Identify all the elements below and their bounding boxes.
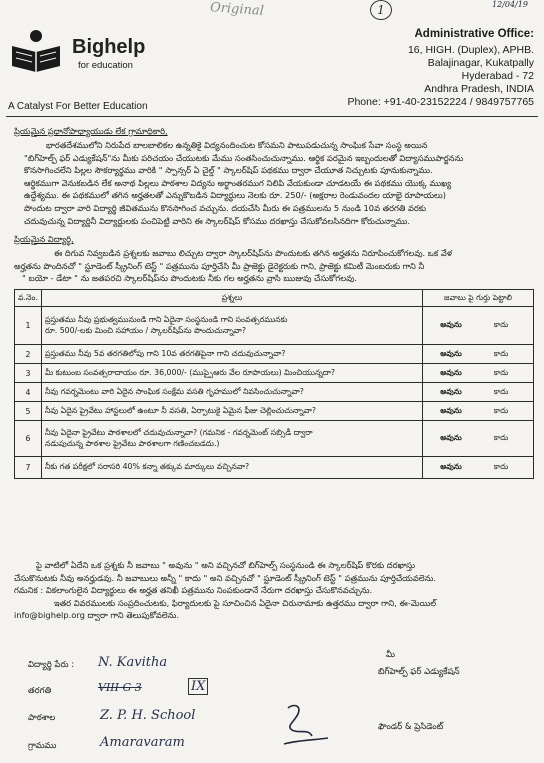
paragraph-1: [24, 139, 536, 227]
text-line: ఇతర వివరములకు సంప్రదించుటకు, ఫిర్యాదులకు పై సూచించిన ఏదైనా చిరునామాకు ఉత్తరము ద్వారా గాని, ఈ-మెయిల్: [54, 597, 437, 608]
question-cell: నీకు గత పరీక్షలో సరాసరి 40% కన్నా తక్కువ మార్కులు వచ్చినవా?: [41, 457, 422, 479]
answer-yes[interactable]: అవును: [440, 405, 462, 415]
office-title: Administrative Office:: [414, 28, 534, 40]
answer-no[interactable]: కాదు: [493, 433, 509, 442]
answer-yes[interactable]: అవును: [440, 433, 462, 442]
brand-sub: for education: [78, 60, 133, 71]
text-line: చదువుచున్న విద్యార్థినీ విద్యార్థులకు పంచిపెట్టి వారిని ఈ స్కాలర్‌షిప్ కోసము దరఖాస్తు చేసుకోవలసినదిగా కోరుచున్నాము.: [24, 215, 411, 226]
table-row: [15, 307, 534, 345]
tagline: A Catalyst For Better Education: [8, 101, 148, 112]
closing-org: బిగ్‌హెల్ప్ ఫర్ ఎడ్యుకేషన్: [378, 667, 460, 677]
question-line: ప్రస్తుతము నీవు ప్రభుత్వమునుండి గాని ఏదైనా సంస్థనుండి గాని సంవత్సరమునకు: [44, 314, 288, 324]
paragraph-2: [14, 247, 536, 285]
village-label: గ్రామము: [28, 741, 57, 751]
row-number: 7: [15, 457, 42, 479]
text-line: " బయో - డేటా " ను జతపరచి స్కాలర్‌షిప్‌ను పొందుటకు నీకు గల అర్హతను వ్రాసి ఋజువు చేసుకోగలవు.: [22, 273, 358, 284]
closing-yours: మీ: [386, 650, 395, 660]
text-line: ఆర్థికముగా వెనుకబడిన లేక అనాథ పిల్లలు పాఠశాల విద్యను అర్థాంతరముగ నిలిపి వేయకుండా చూడటయే ఈ పథకము యొక్క ముఖ్య: [24, 177, 452, 188]
answer-yes[interactable]: అవును: [440, 348, 462, 358]
question-line: నడుపుచున్న పాఠశాల ప్రైవేటు పాఠశాలగా గణించబడదు.): [44, 438, 220, 448]
village-value[interactable]: Amaravaram: [100, 735, 185, 750]
office-line: 16, HIGH. (Duplex), APHB.: [407, 44, 534, 56]
question-cell: [41, 307, 422, 345]
row-number: 6: [15, 421, 42, 457]
answer-no[interactable]: కాదు: [493, 462, 509, 471]
answer-cell[interactable]: [423, 402, 534, 421]
table-row: [15, 364, 534, 383]
office-phone: Phone: +91-40-23152224 / 9849757765: [347, 96, 534, 108]
page-number-text: 1: [377, 3, 385, 17]
question-line: నీవు ఏదైనా ప్రైవేటు పాఠశాలలో చదువుచున్నావా? (గమనిక - గవర్నమెంట్ సబ్సిడీ ద్వారా: [44, 427, 313, 437]
answer-cell[interactable]: [423, 364, 534, 383]
answer-yes[interactable]: అవును: [440, 320, 462, 329]
table-row: [15, 383, 534, 402]
answer-no[interactable]: కాదు: [493, 320, 509, 329]
question-cell: [41, 421, 422, 457]
signature: [278, 700, 332, 748]
salutation: ప్రియమైన ప్రధానోపాధ్యాయుడు లేక గ్రామాధికారి,: [14, 126, 168, 136]
answer-cell[interactable]: [423, 421, 534, 457]
question-cell: నీవు గవర్నమెంటు వారి ఏదైన సాంఘిక సంక్షేమ వసతి గృహములో నివసించుచున్నావా?: [41, 383, 422, 402]
answer-no[interactable]: కాదు: [493, 348, 509, 358]
answer-yes[interactable]: అవును: [440, 367, 462, 377]
text-line: అర్హతను పొందినచో " స్టూడెంట్ స్క్రీనింగ్ టెస్ట్ " పత్రమును పూర్తిచేసి మీ ప్రాజెక్టు డైరెక్టరుకు గాని, ప్రాజెక్టు కమిటీ మెంబరుకు గాని నీ: [14, 260, 425, 271]
answer-no[interactable]: కాదు: [493, 405, 509, 415]
class-label: తరగతి: [28, 686, 52, 696]
date-handwritten: 12/04/19: [492, 0, 528, 9]
text-line: కొనసాగించలేని పిల్లల సౌకర్యార్థము వారికి " స్పాన్సర్ ఏ చైల్డ్ " స్కాలర్‌షిప్ పథకము ద్వారా చేయూత నిచ్చుటకు పూనుకున్నాము.: [24, 165, 433, 176]
column-header-no: వ.నెం.: [15, 290, 42, 307]
table-header-row: [15, 290, 534, 307]
footer-notes: [14, 559, 536, 622]
answer-cell[interactable]: [423, 383, 534, 402]
answer-no[interactable]: కాదు: [493, 386, 509, 396]
brand-name: Bighelp: [72, 36, 146, 58]
answer-yes[interactable]: అవును: [440, 386, 462, 396]
signatory-title: ఫౌండర్ & ప్రెసిడెంట్: [378, 722, 444, 732]
row-number: 2: [15, 345, 42, 364]
answer-yes[interactable]: అవును: [440, 462, 462, 471]
answer-cell[interactable]: [423, 307, 534, 345]
row-number: 5: [15, 402, 42, 421]
table-row: [15, 345, 534, 364]
text-line: భారతదేశములోని నిరుపేద బాలబాలికల ఉన్నతికై విద్యనందించుట కోసమని పాటుపడుచున్న సాంఘిక సేవా సంస్థ అయిన: [46, 140, 428, 150]
text-line: పొందుట ద్వారా వారి విద్యార్థి జీవితమును కొనసాగించ వచ్చును. దయచేసి మీరు ఈ పత్రములను 5 నుండి 10వ తరగతి వరకు: [24, 202, 426, 213]
answer-no[interactable]: కాదు: [493, 367, 509, 377]
office-address: [294, 28, 534, 109]
page-number: [370, 0, 392, 20]
bighelp-logo: [6, 28, 68, 74]
answer-cell[interactable]: [423, 457, 534, 479]
table-row: [15, 421, 534, 457]
office-line: Balajinagar, Kukatpally: [427, 57, 534, 69]
school-value[interactable]: Z. P. H. School: [100, 708, 196, 723]
email-line: info@bighelp.org ద్వారా గాని తెలుపుకోవలెను.: [14, 610, 180, 621]
student-name-value[interactable]: N. Kavitha: [98, 655, 168, 670]
class-value[interactable]: IX: [188, 678, 208, 695]
office-line: Andhra Pradesh, INDIA: [424, 83, 534, 95]
logo-icon: [6, 28, 68, 74]
question-line: రూ. 500/-లకు మించి సహాయం / స్కాలర్‌షిప్‌ను పొందుచున్నావా?: [44, 325, 246, 335]
column-header-answer: జవాబు పై గుర్తు పెట్టాలి: [423, 290, 534, 307]
text-line: "బిగ్‌హెల్ప్ ఫర్ ఎడ్యుకేషన్"ను మీకు పరిచయం చేయుటకు మేము సంతసించుచున్నాము. ఆర్థిక పరమైన ఇబ్బందులతో విద్యాసముపార్జనను: [24, 152, 464, 163]
text-line: ఉద్దేశ్యము. ఈ పథకములో తగిన అర్హతలతో ఎన్నుకొబడిన విద్యార్థులు నెలకు రూ. 250/- (అక్షరాల రెండువందల యాభై రూపాయలు): [24, 190, 446, 201]
answer-cell[interactable]: [423, 345, 534, 364]
school-label: పాఠశాల: [28, 713, 56, 723]
text-line: పై వాటిలో ఏదేని ఒక ప్రశ్నకు నీ జవాబు " అవును " అని వచ్చినచో బిగ్‌హెల్ప్ సంస్థనుండి ఈ స్కాలర్‌షిప్ కొరకు దరఖాస్తు: [36, 560, 415, 570]
row-number: 4: [15, 383, 42, 402]
column-header-questions: ప్రశ్నలు: [41, 290, 422, 307]
text-line: చేసుకొనుటకు నీవు అనర్హుడవు. నీ జవాబులు అన్నీ " కాదు " అని వచ్చినచో " స్టూడెంట్ స్క్రీనింగ్ టెస్ట్ " పత్రమును పూర్తిచేయవలెను.: [14, 572, 436, 583]
question-cell: మీ కుటుంబ సంవత్సరాదాయం రూ. 36,000/- (ముప్పైఆరు వేల రూపాయలు) మించియున్నదా?: [41, 364, 422, 383]
table-row: [15, 457, 534, 479]
original-stamp: Original: [209, 0, 265, 19]
header-divider: [6, 116, 538, 117]
row-number: 1: [15, 307, 42, 345]
table-row: [15, 402, 534, 421]
row-number: 3: [15, 364, 42, 383]
salutation-student: ప్రియమైన విద్యార్థి,: [14, 234, 74, 244]
eligibility-table: [14, 289, 534, 479]
student-name-label: విద్యార్థి పేరు :: [28, 660, 75, 670]
signature-scribble: [278, 700, 332, 748]
office-line: Hyderabad - 72: [461, 70, 534, 82]
note-line: గమనిక : వికలాంగులైన విద్యార్థులు ఈ అర్హత తనిఖీ పత్రమును నింపకుండానే నేరుగా దరఖాస్తు చేసుకొనవచ్చును.: [14, 585, 373, 596]
question-cell: ప్రస్తుతము నీవు 5వ తరగతిలోపు గాని 10వ తరగతిపైనా గాని చదువుచున్నావా?: [41, 345, 422, 364]
text-line: ఈ దిగువ నివ్వబడిన ప్రశ్నలకు జవాబు లిచ్చుట ద్వారా స్కాలర్‌షిప్‌ను పొందుటకు తగిన అర్హతను నిరూపించుకోగలవు. ఒక వేళ: [54, 248, 453, 258]
class-struck-value: VIII G 3: [98, 681, 142, 694]
question-cell: నీవు ఏదైన ప్రైవేటు హాస్టలులో ఉంటూ నీ వసతి, ఏర్పాటుకై ఏమైన ఫీజు చెల్లించుచున్నావా?: [41, 402, 422, 421]
